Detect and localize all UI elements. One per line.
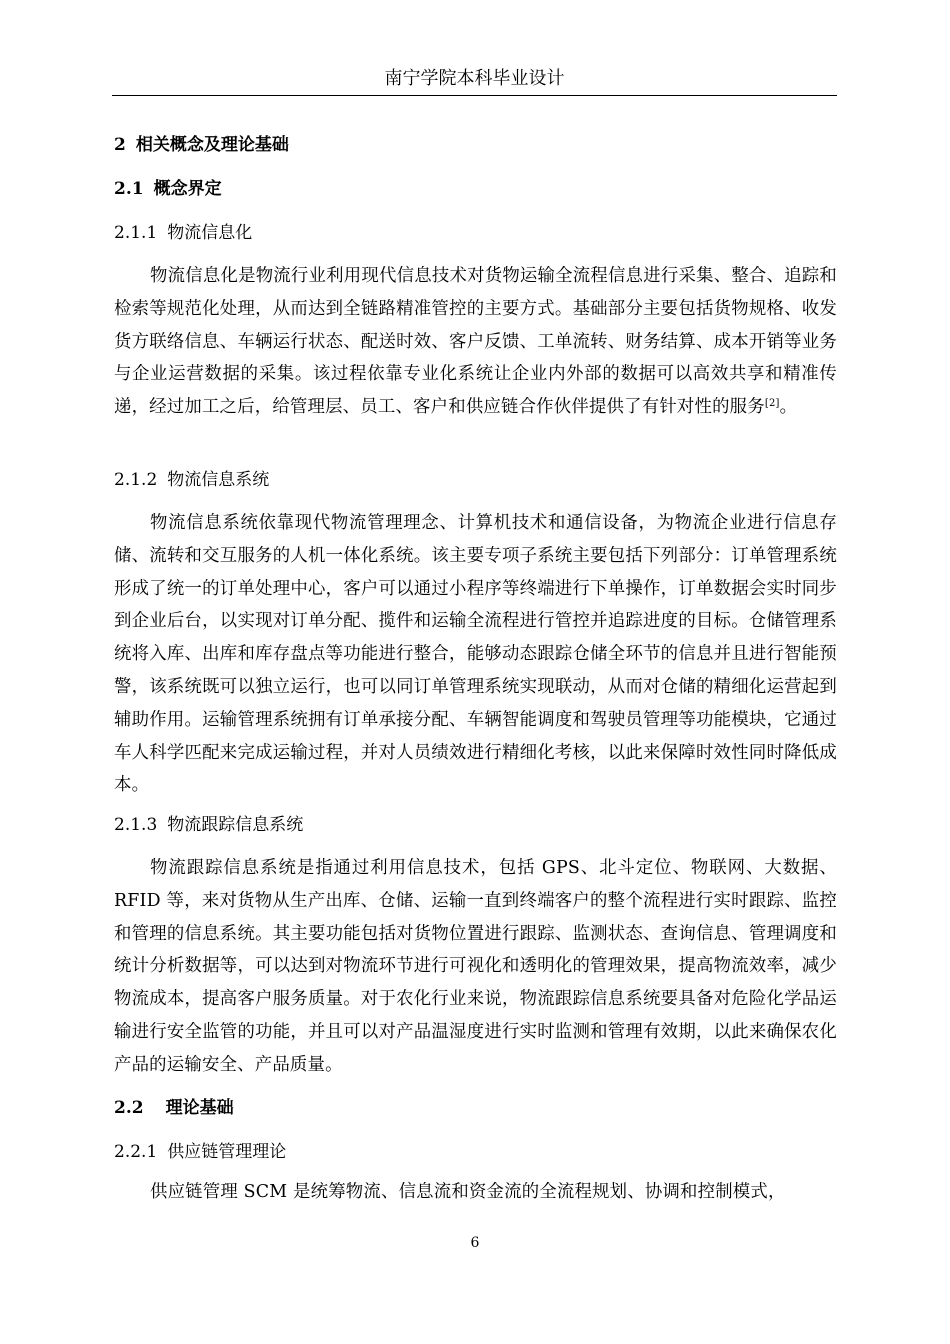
section-heading-2-1-1 <box>114 221 252 245</box>
page-number: 6 <box>470 1235 480 1251</box>
paragraph-2-1-3 <box>114 852 837 1082</box>
paragraph-text: 物流信息化是物流行业利用现代信息技术对货物运输全流程信息进行采集、整合、追踪和检索等规范化处理，从而达到全链路精准管控的主要方式。基础部分主要包括货物规格、收发货方联络信息、车辆运行状态、配送时效、客户反馈、工单流转、财务结算、成本开销等业务与企业运营数据的采集。该过程依靠专业化系统让企业内外部的数据可以高效共享和精准传递，经过加工之后，给管理层、员工、客户和供应链合作伙伴提供了有针对性的服务 <box>114 266 837 418</box>
header-rule <box>112 95 837 96</box>
paragraph-2-1-2 <box>114 507 837 802</box>
section-number: 2.1.2 <box>114 470 158 490</box>
section-number: 2 <box>114 135 126 155</box>
section-title: 理论基础 <box>165 1098 234 1118</box>
citation-ref: [2] <box>764 398 780 410</box>
paragraph-text: 供应链管理 SCM 是统筹物流、信息流和资金流的全流程规划、协调和控制模式， <box>150 1182 786 1202</box>
section-heading-2-1-2 <box>114 468 269 492</box>
paragraph-text: 物流跟踪信息系统是指通过利用信息技术，包括 GPS、北斗定位、物联网、大数据、RFID 等，来对货物从生产出库、仓储、运输一直到终端客户的整个流程进行实时跟踪、监控和管理的信息系统。其主要功能包括对货物位置进行跟踪、监测状态、查询信息、管理调度和统计分析数据等，可以达到对物流环节进行可视化和透明化的管理效果，提高物流效率，减少物流成本，提高客户服务质量。对于农化行业来说，物流跟踪信息系统要具备对危险化学品运输进行安全监管的功能，并且可以对产品温湿度进行实时监测和管理有效期，以此来确保农化产品的运输安全、产品质量。 <box>114 858 837 1075</box>
paragraph-text: 物流信息系统依靠现代物流管理理念、计算机技术和通信设备，为物流企业进行信息存储、流转和交互服务的人机一体化系统。该主要专项子系统主要包括下列部分：订单管理系统形成了统一的订单处理中心，客户可以通过小程序等终端进行下单操作，订单数据会实时同步到企业后台，以实现对订单分配、揽件和运输全流程进行管控并追踪进度的目标。仓储管理系统将入库、出库和库存盘点等功能进行整合，能够动态跟踪仓储全环节的信息并且进行智能预警，该系统既可以独立运行，也可以同订单管理系统实现联动，从而对仓储的精细化运营起到辅助作用。运输管理系统拥有订单承接分配、车辆智能调度和驾驶员管理等功能模块，它通过车人科学匹配来完成运输过程，并对人员绩效进行精细化考核，以此来保障时效性同时降低成本。 <box>114 513 837 796</box>
section-number: 2.1.1 <box>114 223 158 243</box>
section-number: 2.1 <box>114 179 144 199</box>
section-heading-2-2-1 <box>114 1140 286 1164</box>
section-heading-2-1-3 <box>114 813 303 837</box>
section-number: 2.1.3 <box>114 815 158 835</box>
section-title: 概念界定 <box>153 179 222 199</box>
paragraph-2-2-1 <box>114 1176 837 1209</box>
paragraph-2-1-1 <box>114 260 837 424</box>
section-number: 2.2.1 <box>114 1142 158 1162</box>
section-heading-2 <box>114 133 289 157</box>
section-title: 相关概念及理论基础 <box>135 135 289 155</box>
section-title: 供应链管理理论 <box>167 1142 287 1162</box>
section-heading-2-2 <box>114 1096 234 1120</box>
section-title: 物流跟踪信息系统 <box>167 815 304 835</box>
section-title: 物流信息化 <box>167 223 253 243</box>
running-header: 南宁学院本科毕业设计 <box>384 68 565 89</box>
section-heading-2-1 <box>114 177 222 201</box>
section-number: 2.2 <box>114 1098 144 1118</box>
paragraph-end: 。 <box>779 397 798 418</box>
section-title: 物流信息系统 <box>167 470 270 490</box>
